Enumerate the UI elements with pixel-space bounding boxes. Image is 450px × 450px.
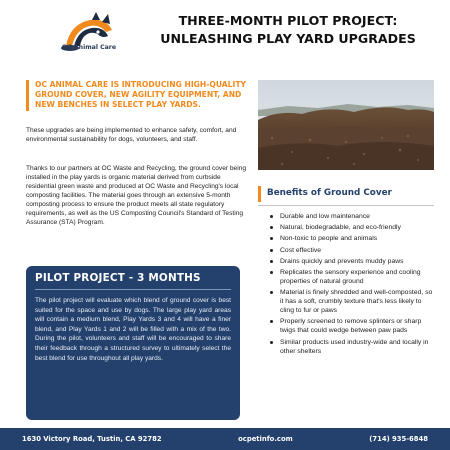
intro-paragraph-1: These upgrades are being implemented to enhance safety, comfort, and environmental sustainability for dogs, volunteers, and staff.: [26, 127, 237, 143]
list-item: Replicates the sensory experience and cooling properties of natural ground: [268, 268, 436, 286]
benefits-divider: [258, 205, 434, 206]
footer-address: 1630 Victory Road, Tustin, CA 92782: [22, 435, 162, 443]
pilot-body: The pilot project will evaluate which blend of ground cover is best suited for the space and use by dogs. The large play yard areas will contain a medium blend, Play Yards 3 and 4 will have a finer blend, and Play Yards 1 and 2 will be filled with a mix of the two. During the pilot, volunteers and staff will be encouraged to share their feedback through a structured survey to ultimately select the best blend for use throughout all play yards.: [35, 297, 231, 362]
ground-cover-photo: [258, 80, 434, 170]
page-title: [138, 12, 438, 48]
intro-headline: OC ANIMAL CARE IS INTRODUCING HIGH-QUALITY GROUND COVER, NEW AGILITY EQUIPMENT, AND NEW BENCHES IN SELECT PLAY YARDS.: [35, 80, 247, 110]
footer-website-link[interactable]: ocpetinfo.com: [238, 435, 293, 443]
pilot-divider: [35, 289, 231, 290]
list-item: Non-toxic to people and animals: [268, 234, 436, 243]
pilot-project-box: [26, 266, 240, 420]
list-item: Drains quickly and prevents muddy paws: [268, 257, 436, 266]
benefits-list: [268, 212, 436, 358]
intro-paragraph-2: Thanks to our partners at OC Waste and Recycling, the ground cover being installed in the play yards is organic material derived from curbside residential green waste and produced at OC Waste and Recycling's local composting facilities. The material goes through an extensive 5-month composting process to ensure the product meets all state regulatory requirements, as well as the US Composting Council's Standard of Testing Assurance (STA) Program.: [26, 165, 247, 226]
title-line-2: UNLEASHING PLAY YARD UPGRADES: [160, 31, 416, 46]
list-item: Material is finely shredded and well-composted, so it has a soft, crumbly texture that's less likely to cling to fur or paws: [268, 288, 436, 315]
title-line-1: THREE-MONTH PILOT PROJECT:: [178, 13, 398, 28]
list-item: Cost effective: [268, 246, 436, 255]
footer-bar: [0, 428, 450, 450]
org-name: OC Animal Care: [61, 44, 117, 51]
pilot-title: PILOT PROJECT - 3 MONTHS: [35, 272, 201, 284]
benefits-heading-callout: [258, 186, 434, 202]
list-item: Durable and low maintenance: [268, 212, 436, 221]
list-item: Natural, biodegradable, and eco-friendly: [268, 223, 436, 232]
benefits-title: Benefits of Ground Cover: [267, 188, 392, 198]
intro-callout: [26, 80, 248, 111]
footer-phone: (714) 935-6848: [369, 435, 428, 443]
list-item: Similar products used industry-wide and locally in other shelters: [268, 338, 436, 356]
list-item: Properly screened to remove splinters or sharp twigs that could wedge between paw pads: [268, 317, 436, 335]
